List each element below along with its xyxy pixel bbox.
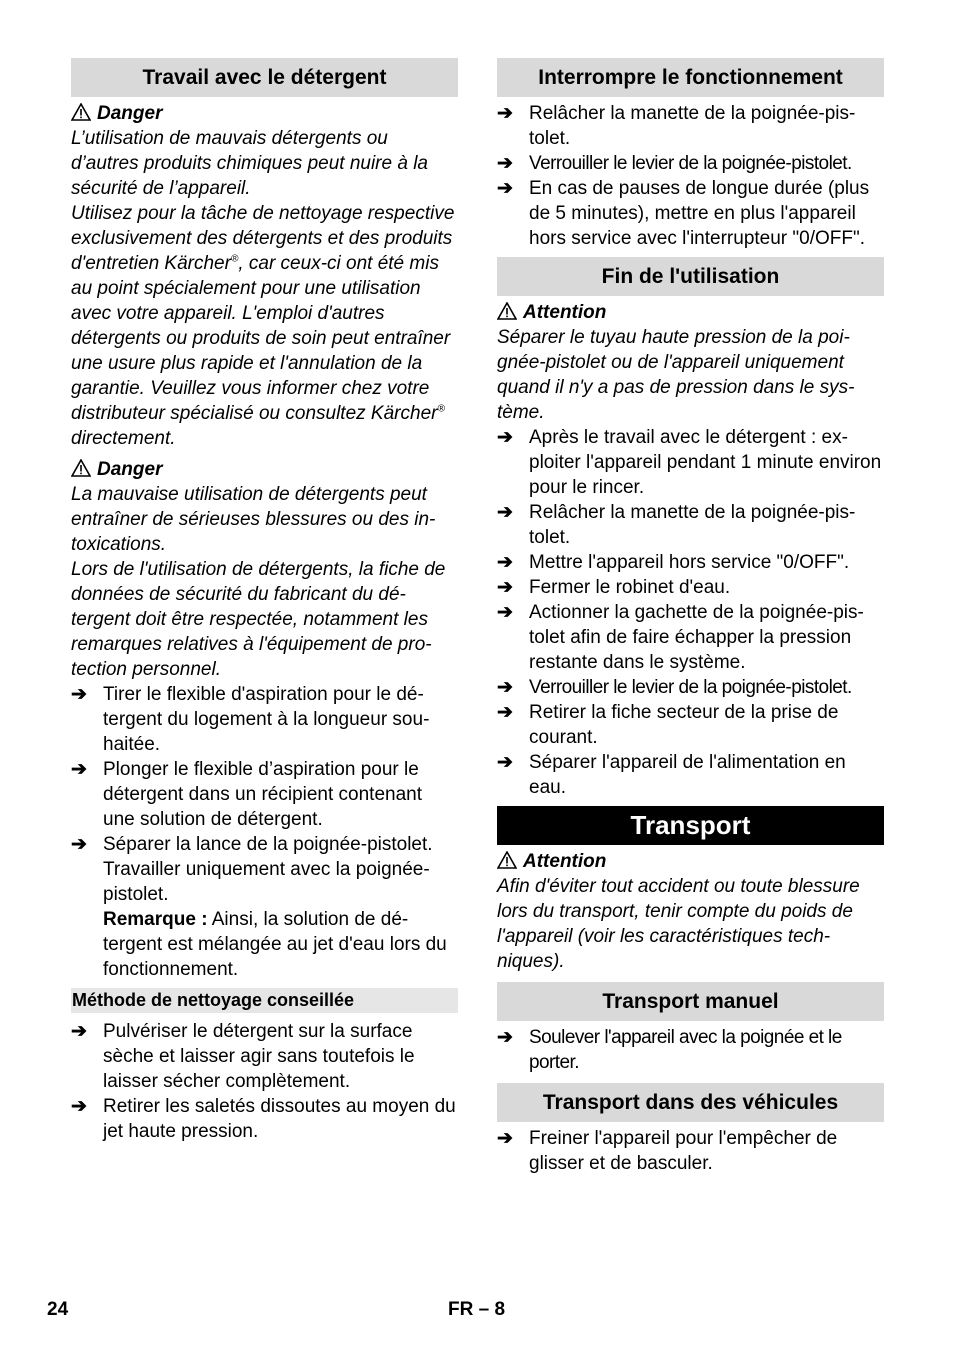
danger-warning-2 [71,457,458,482]
section-heading-method: Méthode de nettoyage conseillée [71,988,458,1013]
section-heading-detergent: Travail avec le détergent [71,58,458,97]
list-item: ➔ Soulever l'appareil avec la poignée et le porter. [497,1027,842,1073]
danger-text-2: Utilisez pour la tâche de nettoyage respective exclusivement des détergents et des produits d'entretien Kärcher®, car ceux-ci ont été mis au point spécialement pour une utilisation avec votre appareil. L'emploi d'autres détergents ou produits de soin peut entraîner une usure plus rapide et l'annulation de la garantie. Veuillez vous informer chez votre distributeur spécialisé ou consultez Kärcher® directement. [71,203,455,449]
warning-triangle-icon [71,103,91,121]
arrow-icon: ➔ [497,677,513,698]
attention-warning-1 [497,300,884,325]
attention-text-2: Afin d'éviter tout accident ou toute blessure lors du transport, tenir compte du poids de l'appareil (voir les caractéristiques techniques). [497,876,860,972]
attention-label: Attention [523,302,607,323]
attention-warning-2 [497,849,884,874]
arrow-icon: ➔ [71,834,87,855]
list-item: ➔ Plonger le flexible d’aspiration pour le détergent dans un récipient contenant une solution de détergent. [71,759,423,830]
arrow-icon: ➔ [71,1096,87,1117]
danger-label: Danger [97,103,163,124]
list-item: ➔ Mettre l'appareil hors service "0/OFF". [497,552,850,573]
arrow-icon: ➔ [497,752,513,773]
list-item: ➔ Retirer la fiche secteur de la prise de courant. [497,702,839,748]
arrow-icon: ➔ [497,153,513,174]
attention-label: Attention [523,851,607,872]
arrow-icon: ➔ [71,684,87,705]
danger-label: Danger [97,459,163,480]
list-item: ➔ En cas de pauses de longue durée (plus de 5 minutes), mettre en plus l'appareil hors service avec l'interrupteur "0/OFF". [497,178,870,249]
danger-text-3: La mauvaise utilisation de détergents peut entraîner de sérieuses blessures ou des intoxications. [71,484,436,555]
arrow-icon: ➔ [497,178,513,199]
arrow-icon: ➔ [497,1128,513,1149]
section-heading-end-of-use: Fin de l'utilisation [497,257,884,296]
list-item: ➔ Retirer les saletés dissoutes au moyen du jet haute pression. [71,1096,456,1142]
arrow-icon: ➔ [497,602,513,623]
arrow-icon: ➔ [497,702,513,723]
section-heading-manual-transport: Transport manuel [497,982,884,1021]
danger-text-1: L’utilisation de mauvais détergents ou d’autres produits chimiques peut nuire à la sécurité de l’appareil. [71,128,428,199]
arrow-icon: ➔ [497,502,513,523]
arrow-icon: ➔ [71,1021,87,1042]
page-reference: FR – 8 [448,1299,506,1320]
attention-text-1: Séparer le tuyau haute pression de la poignée-pistolet ou de l'appareil uniquement quand il n'y a pas de pression dans le système. [497,327,855,423]
danger-warning-1 [71,101,458,126]
warning-triangle-icon [497,302,517,320]
arrow-icon: ➔ [71,759,87,780]
list-item: ➔ Séparer l'appareil de l'alimentation en eau. [497,752,846,798]
list-item: ➔ Freiner l'appareil pour l'empêcher de glisser et de basculer. [497,1128,838,1174]
list-item: ➔ Actionner la gachette de la poignée-pistolet afin de faire échapper la pression restante dans le système. [497,602,864,673]
warning-triangle-icon [497,851,517,869]
right-column [497,58,884,1176]
arrow-icon: ➔ [497,1027,513,1048]
list-item: ➔ Verrouiller le levier de la poignée-pistolet. [497,153,852,174]
list-item: ➔ Pulvériser le détergent sur la surface sèche et laisser agir sans toutefois le laisser sécher complètement. [71,1021,415,1092]
arrow-icon: ➔ [497,103,513,124]
chapter-heading-transport: Transport [497,806,884,845]
warning-triangle-icon [71,459,91,477]
section-heading-interrupt: Interrompre le fonctionnement [497,58,884,97]
left-column [71,58,458,1144]
danger-text-4: Lors de l'utilisation de détergents, la fiche de données de sécurité du fabricant du détergent doit être respectée, notamment les remarques relatives à l'équipement de protection personnel. [71,559,446,680]
arrow-icon: ➔ [497,427,513,448]
page-number: 24 [47,1299,69,1320]
arrow-icon: ➔ [497,552,513,573]
arrow-icon: ➔ [497,577,513,598]
list-item: ➔ Relâcher la manette de la poignée-pistolet. [497,103,856,149]
list-item: ➔ Relâcher la manette de la poignée-pistolet. [497,502,856,548]
list-item: ➔ Après le travail avec le détergent : exploiter l'appareil pendant 1 minute environ pour le rincer. [497,427,882,498]
section-heading-vehicle-transport: Transport dans des véhicules [497,1083,884,1122]
list-item: ➔ Tirer le flexible d'aspiration pour le détergent du logement à la longueur souhaitée. [71,684,430,755]
list-item: ➔ Séparer la lance de la poignée-pistolet. Travailler uniquement avec la poignée-pistolet. Remarque : Ainsi, la solution de détergent est mélangée au jet d'eau lors du fonctionnement. [71,832,458,982]
list-item: ➔ Fermer le robinet d'eau. [497,577,731,598]
list-item: ➔ Verrouiller le levier de la poignée-pistolet. [497,677,852,698]
remark: Remarque : Ainsi, la solution de détergent est mélangée au jet d'eau lors du fonctionnement. [103,909,447,980]
